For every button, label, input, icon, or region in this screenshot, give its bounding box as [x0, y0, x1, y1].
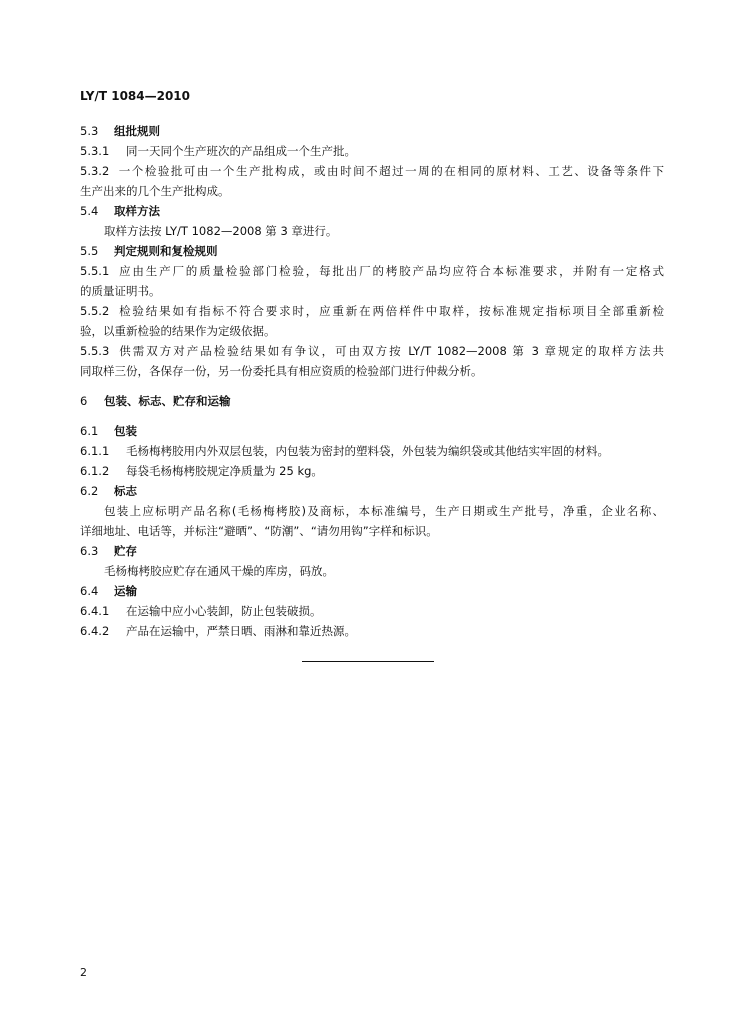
clause-text: 检验结果如有指标不符合要求时，应重新在两倍样件中取样，按标准规定指标项目全部重新检 [117, 304, 664, 318]
paragraph-line [80, 601, 664, 621]
paragraph-line [80, 141, 664, 161]
justified-line [80, 301, 664, 321]
document-body [80, 121, 664, 641]
clause-text: 在运输中应小心装卸，防止包装破损。 [126, 604, 322, 618]
paragraph-line [80, 161, 664, 181]
justified-line [80, 501, 664, 521]
paragraph-line [80, 441, 664, 461]
clause-number: 6.4.1 [80, 604, 110, 618]
clause-number: 6.4.2 [80, 624, 110, 638]
paragraph-line [80, 301, 664, 321]
clause-number: 6.2 [80, 484, 99, 498]
section-heading [80, 581, 664, 601]
clause-number: 6.1.1 [80, 444, 110, 458]
clause-number: 5.5.2 [80, 304, 110, 318]
section-heading [80, 421, 664, 441]
clause-number: 5.5.3 [80, 344, 110, 358]
clause-text: 每袋毛杨梅栲胶规定净质量为 25 kg。 [126, 464, 323, 478]
paragraph-continuation [80, 281, 664, 301]
paragraph-line [80, 261, 664, 281]
section-heading [80, 391, 664, 411]
clause-number: 5.5.1 [80, 264, 110, 278]
clause-text: 毛杨梅栲胶用内外双层包装，内包装为密封的塑料袋，外包装为编织袋或其他结实牢固的材料。 [126, 444, 609, 458]
paragraph-line [80, 221, 664, 241]
section-heading [80, 241, 664, 261]
clause-number: 6.3 [80, 544, 99, 558]
end-rule [302, 661, 434, 662]
clause-text: 详细地址、电话等，并标注“避晒”、“防潮”、“请勿用钩”字样和标识。 [80, 524, 438, 538]
clause-text: 一个检验批可由一个生产批构成，或由时间不超过一周的在相同的原材料、工艺、设备等条件下 [117, 164, 664, 178]
standard-header: LY/T 1084—2010 [80, 89, 191, 103]
clause-text: 生产出来的几个生产批构成。 [80, 184, 230, 198]
clause-number: 6.1.2 [80, 464, 110, 478]
heading-title: 标志 [114, 484, 137, 498]
heading-title: 包装 [114, 424, 137, 438]
clause-text: 供需双方对产品检验结果如有争议，可由双方按 LY/T 1082—2008 第 3 章规定的取样方法共 [117, 344, 664, 358]
justified-line [80, 161, 664, 181]
clause-text: 同取样三份，各保存一份，另一份委托具有相应资质的检验部门进行仲裁分析。 [80, 364, 483, 378]
paragraph-line [80, 501, 664, 521]
clause-text: 包装上应标明产品名称(毛杨梅栲胶)及商标，本标准编号，生产日期或生产批号，净重，企业名称、 [104, 504, 664, 518]
page-number: 2 [80, 966, 87, 979]
clause-text: 同一天同个生产班次的产品组成一个生产批。 [126, 144, 356, 158]
paragraph-continuation [80, 521, 664, 541]
section-heading [80, 201, 664, 221]
clause-text: 验，以重新检验的结果作为定级依据。 [80, 324, 276, 338]
clause-number: 5.4 [80, 204, 99, 218]
clause-text: 取样方法按 LY/T 1082—2008 第 3 章进行。 [104, 224, 338, 238]
heading-title: 取样方法 [114, 204, 160, 218]
clause-text: 产品在运输中，严禁日晒、雨淋和靠近热源。 [126, 624, 356, 638]
clause-text: 毛杨梅栲胶应贮存在通风干燥的库房，码放。 [104, 564, 334, 578]
heading-title: 贮存 [114, 544, 137, 558]
clause-number: 5.3.2 [80, 164, 110, 178]
heading-title: 判定规则和复检规则 [114, 244, 218, 258]
justified-line [80, 261, 664, 281]
clause-number: 5.3.1 [80, 144, 110, 158]
paragraph-continuation [80, 321, 664, 341]
paragraph-continuation [80, 181, 664, 201]
justified-line [80, 341, 664, 361]
paragraph-line [80, 461, 664, 481]
paragraph-continuation [80, 361, 664, 381]
section-heading [80, 481, 664, 501]
section-heading [80, 121, 664, 141]
section-heading [80, 541, 664, 561]
clause-number: 6.4 [80, 584, 99, 598]
heading-title: 包装、标志、贮存和运输 [104, 394, 231, 408]
clause-number: 6 [80, 394, 88, 408]
heading-title: 运输 [114, 584, 137, 598]
clause-number: 6.1 [80, 424, 99, 438]
paragraph-line [80, 341, 664, 361]
paragraph-line [80, 561, 664, 581]
clause-number: 5.5 [80, 244, 99, 258]
paragraph-line [80, 621, 664, 641]
clause-text: 的质量证明书。 [80, 284, 161, 298]
clause-text: 应由生产厂的质量检验部门检验，每批出厂的栲胶产品均应符合本标准要求，并附有一定格式 [117, 264, 664, 278]
clause-number: 5.3 [80, 124, 99, 138]
heading-title: 组批规则 [114, 124, 160, 138]
